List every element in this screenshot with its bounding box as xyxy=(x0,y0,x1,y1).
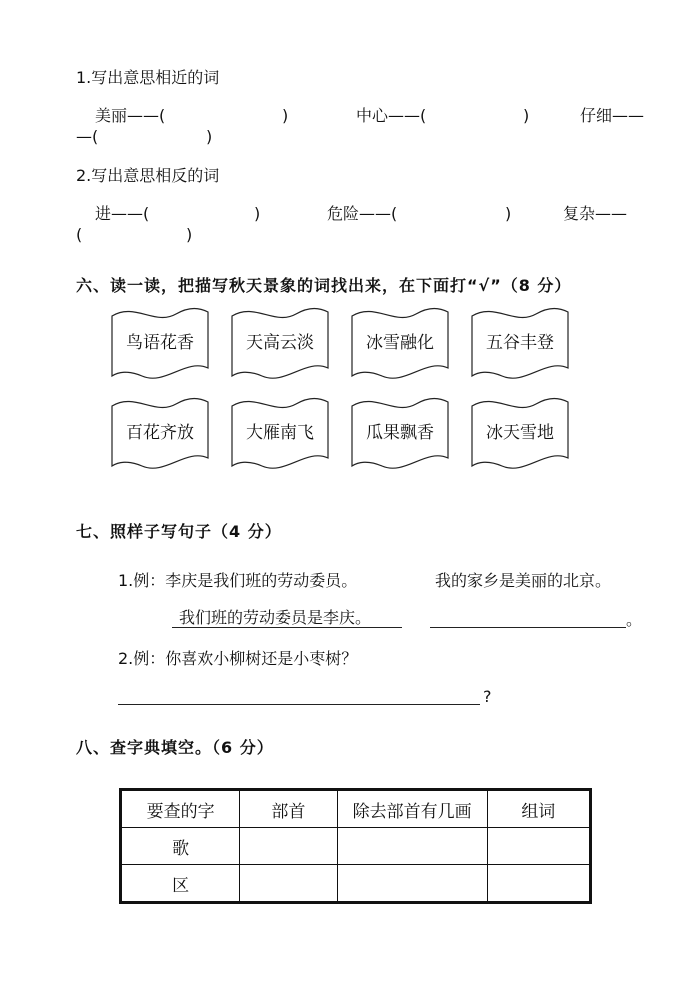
section6-title: 六、读一读，把描写秋天景象的词找出来，在下面打“√”（8 分） xyxy=(76,276,572,295)
section8-title: 八、查字典填空。（6 分） xyxy=(76,738,274,757)
header-radical: 部首 xyxy=(240,790,337,828)
word-cell[interactable] xyxy=(487,828,590,865)
q2-close-2: ) xyxy=(505,204,512,223)
radical-cell[interactable] xyxy=(240,828,337,865)
q7-1-answer-underline xyxy=(172,627,402,628)
table-row xyxy=(121,828,591,865)
word-flag[interactable] xyxy=(470,396,570,472)
word-flag[interactable] xyxy=(110,306,210,382)
table-row xyxy=(121,865,591,903)
q1-wrap: —( xyxy=(76,127,99,146)
flag-word: 鸟语花香 xyxy=(126,333,194,353)
row-character: 区 xyxy=(121,865,240,903)
q1-item-1: 美丽——( xyxy=(95,106,166,125)
word-flag[interactable] xyxy=(230,306,330,382)
word-cell[interactable] xyxy=(487,865,590,903)
word-flag[interactable] xyxy=(470,306,570,382)
flag-word: 大雁南飞 xyxy=(246,423,314,443)
word-flag[interactable] xyxy=(350,306,450,382)
q1-close-2: ) xyxy=(523,106,530,125)
row-character: 歌 xyxy=(121,828,240,865)
word-flag[interactable] xyxy=(110,396,210,472)
flag-word: 百花齐放 xyxy=(126,423,194,443)
q7-1-end: 。 xyxy=(626,610,643,629)
header-word: 组词 xyxy=(487,790,590,828)
strokes-cell[interactable] xyxy=(337,865,487,903)
q2-item-1: 进——( xyxy=(95,204,150,223)
q2-item-3: 复杂—— xyxy=(563,204,628,223)
flag-word: 冰雪融化 xyxy=(366,333,434,353)
radical-cell[interactable] xyxy=(240,865,337,903)
q7-2-end: ? xyxy=(483,687,492,706)
table-header-row xyxy=(121,790,591,828)
flag-word: 天高云淡 xyxy=(246,333,314,353)
q7-1-blank-line[interactable] xyxy=(430,627,626,628)
q1-title: 1.写出意思相近的词 xyxy=(76,68,220,87)
flag-word: 五谷丰登 xyxy=(486,333,554,353)
flag-word: 瓜果飘香 xyxy=(366,423,434,443)
q7-1-answer: 我们班的劳动委员是李庆。 xyxy=(179,608,372,627)
flag-word: 冰天雪地 xyxy=(486,423,554,443)
dictionary-table xyxy=(119,788,592,904)
q1-item-2: 中心——( xyxy=(356,106,427,125)
q7-2-example: 2.例：你喜欢小柳树还是小枣树？ xyxy=(118,649,358,668)
q2-close-1: ) xyxy=(254,204,261,223)
strokes-cell[interactable] xyxy=(337,828,487,865)
q2-item-2: 危险——( xyxy=(327,204,398,223)
q2-wrap: ( xyxy=(76,225,83,244)
q2-close-3: ) xyxy=(186,225,193,244)
q7-1-example: 1.例：李庆是我们班的劳动委员。 xyxy=(118,571,358,590)
q7-2-blank-line[interactable] xyxy=(118,704,480,705)
q2-title: 2.写出意思相反的词 xyxy=(76,166,220,185)
q1-item-3: 仔细—— xyxy=(580,106,645,125)
q7-1-task: 我的家乡是美丽的北京。 xyxy=(435,571,612,590)
q1-close-3: ) xyxy=(206,127,213,146)
q1-close-1: ) xyxy=(282,106,289,125)
header-character: 要查的字 xyxy=(121,790,240,828)
word-flag[interactable] xyxy=(350,396,450,472)
section7-title: 七、照样子写句子（4 分） xyxy=(76,522,282,541)
word-flag[interactable] xyxy=(230,396,330,472)
header-strokes: 除去部首有几画 xyxy=(337,790,487,828)
